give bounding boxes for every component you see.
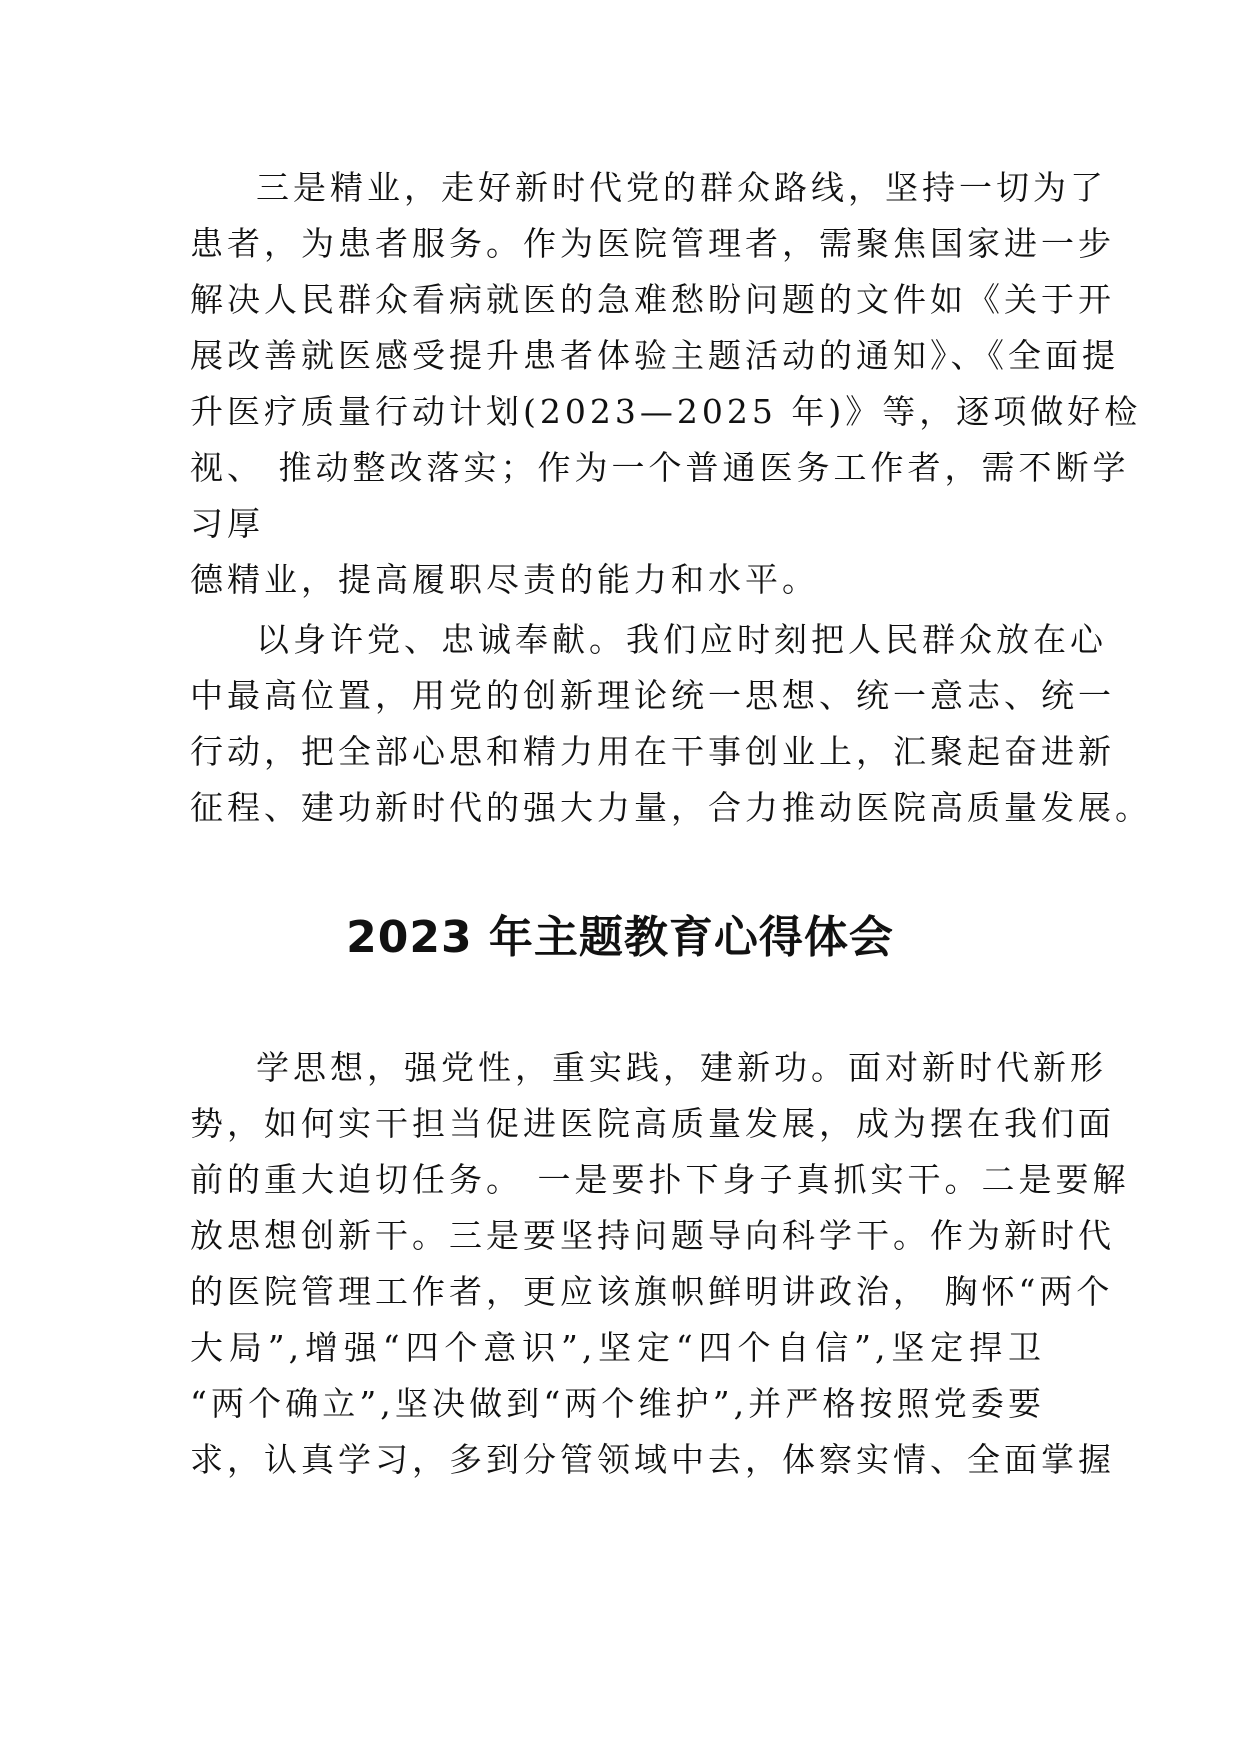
paragraph-three-is-dedication [190,160,1142,608]
paragraph-study-thought [190,1040,1130,1488]
text-line: 解决人民群众看病就医的急难愁盼问题的文件如《关于开 [190,280,1115,319]
text-line: 升医疗质量行动计划(2023—2025 年)》等，逐项做好检 [190,392,1142,431]
paragraph-devotion [190,612,1152,836]
text-line: 中最高位置，用党的创新理论统一思想、统一意志、统一 [190,676,1115,715]
text-line: 征程、建功新时代的强大力量，合力推动医院高质量发展。 [190,788,1152,827]
text-line: 三是精业，走好新时代党的群众路线，坚持一切为了 [256,168,1107,207]
text-line: 行动，把全部心思和精力用在干事创业上，汇聚起奋进新 [190,732,1115,771]
text-line: 前的重大迫切任务。 一是要扑下身子真抓实干。二是要解 [190,1160,1130,1199]
text-line: 以身许党、忠诚奉献。我们应时刻把人民群众放在心 [256,620,1107,659]
text-line: 势，如何实干担当促进医院高质量发展，成为摆在我们面 [190,1104,1115,1143]
section-title: 2023 年主题教育心得体会 [346,912,894,963]
text-line: 视、 推动整改落实；作为一个普通医务工作者，需不断学 [190,448,1130,487]
text-line: 德精业，提高履职尽责的能力和水平。 [190,560,819,599]
text-line: 展改善就医感受提升患者体验主题活动的通知》、《全面提 [190,336,1119,375]
text-line: 的医院管理工作者，更应该旗帜鲜明讲政治， 胸怀“两个 [190,1272,1114,1311]
text-line: 患者，为患者服务。作为医院管理者，需聚焦国家进一步 [190,224,1115,263]
text-line: 大局”,增强“四个意识”,坚定“四个自信”,坚定捍卫 [190,1328,1045,1367]
text-line: 习厚 [190,504,264,543]
text-line: 求，认真学习，多到分管领域中去，体察实情、全面掌握 [190,1440,1115,1479]
text-line: 学思想，强党性，重实践，建新功。面对新时代新形 [256,1048,1107,1087]
text-line: “两个确立”,坚决做到“两个维护”,并严格按照党委要 [190,1384,1045,1423]
text-line: 放思想创新干。三是要坚持问题导向科学干。作为新时代 [190,1216,1115,1255]
